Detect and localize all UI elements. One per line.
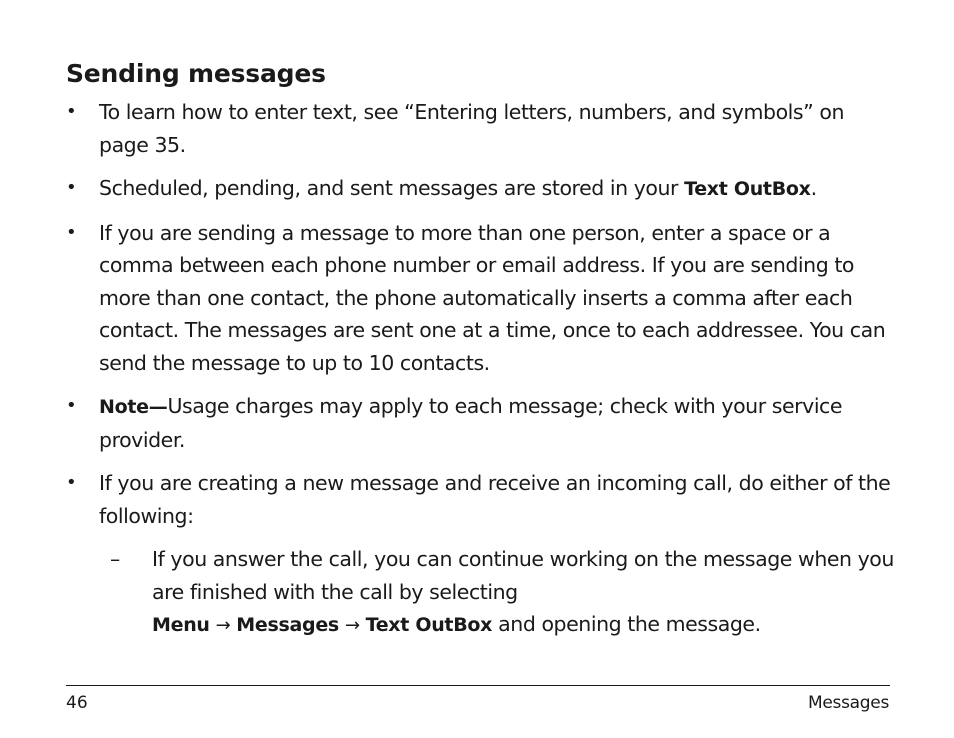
page-number: 46 bbox=[66, 693, 88, 713]
arrow-icon: → bbox=[215, 615, 231, 636]
bullet-marker: • bbox=[66, 177, 77, 198]
footer-divider bbox=[66, 685, 890, 686]
bullet-list bbox=[66, 96, 896, 654]
bullet-marker: • bbox=[66, 101, 77, 122]
section-name: Messages bbox=[808, 693, 889, 713]
section-heading: Sending messages bbox=[66, 59, 326, 88]
sub-list bbox=[66, 543, 896, 643]
text-outbox-term: Text OutBox bbox=[365, 614, 493, 636]
list-item bbox=[66, 390, 896, 456]
text-outbox-term: Text OutBox bbox=[684, 178, 811, 200]
list-item bbox=[66, 172, 896, 206]
dash-marker: – bbox=[110, 547, 120, 571]
sub-list-item bbox=[66, 543, 896, 643]
bullet-marker: • bbox=[66, 472, 77, 493]
bullet-marker: • bbox=[66, 395, 77, 416]
item-text: If you are creating a new message and receive an incoming call, do either of the following: bbox=[99, 471, 891, 528]
list-item bbox=[66, 96, 896, 161]
menu-term: Menu bbox=[152, 614, 210, 636]
bullet-marker: • bbox=[66, 221, 77, 243]
sub-item-text-end: and opening the message. bbox=[492, 612, 761, 636]
arrow-icon: → bbox=[344, 615, 360, 636]
item-text-end: . bbox=[810, 176, 817, 200]
note-label: Note— bbox=[99, 396, 168, 418]
sub-item-text: If you answer the call, you can continue working on the message when you are finished with the call by selecting bbox=[152, 547, 894, 604]
list-item bbox=[66, 467, 896, 643]
item-text: Usage charges may apply to each message; check with your service provider. bbox=[99, 394, 843, 452]
item-text: If you are sending a message to more than one person, enter a space or a comma between each phone number or email address. If you are sending to more than one contact, the phone automatically inserts a comma after each contact. The messages are sent one at a time, once to each addressee. You can send the message to up to 10 contacts. bbox=[99, 220, 886, 375]
list-item bbox=[66, 217, 896, 380]
item-text: To learn how to enter text, see “Entering letters, numbers, and symbols” on page 35. bbox=[99, 100, 845, 157]
messages-term: Messages bbox=[236, 614, 339, 636]
item-text: Scheduled, pending, and sent messages are stored in your bbox=[99, 176, 685, 200]
